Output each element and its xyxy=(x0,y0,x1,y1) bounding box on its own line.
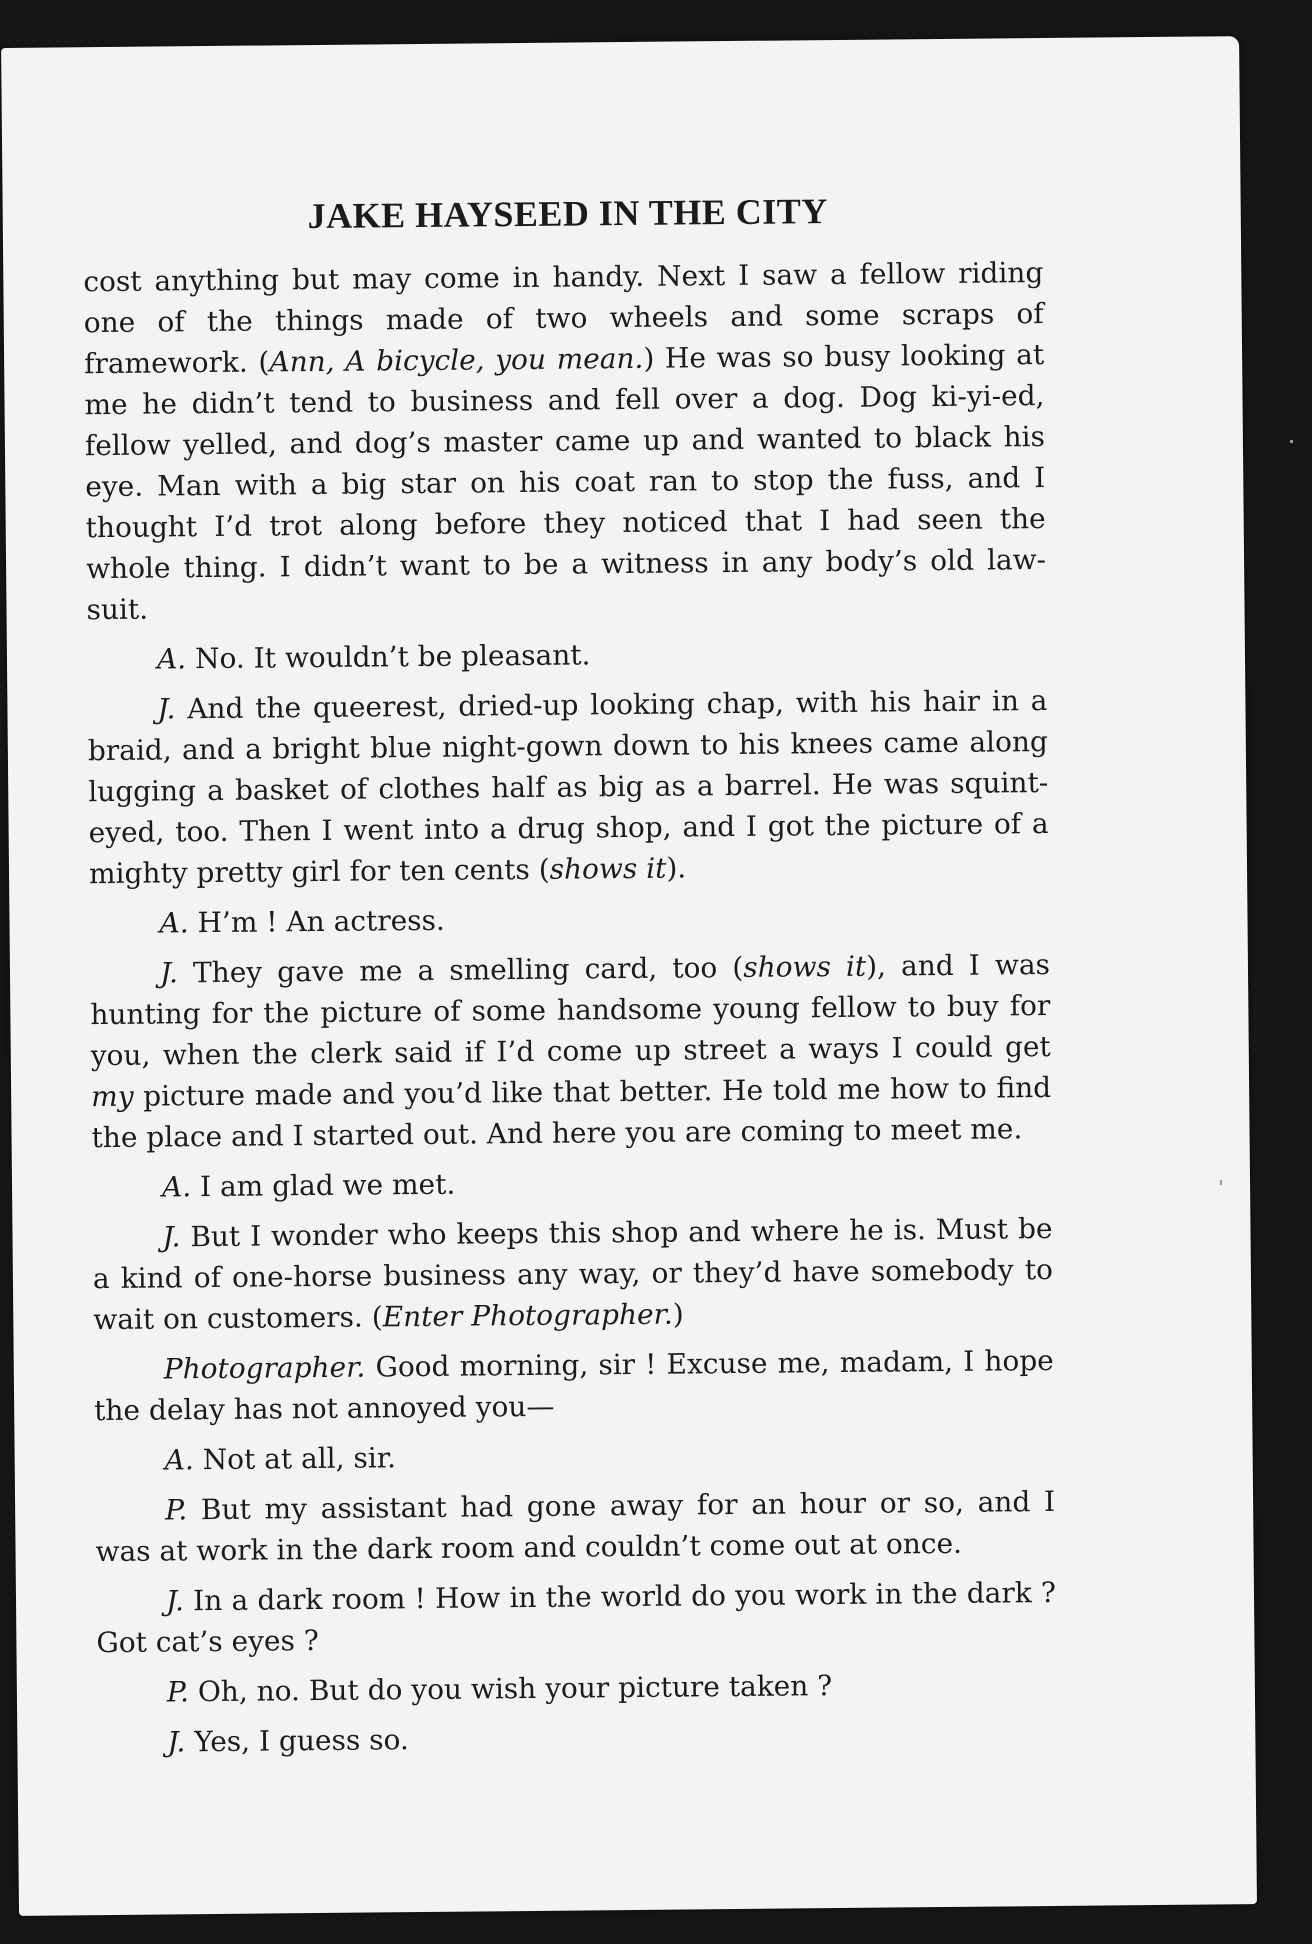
text-run: ). xyxy=(666,851,687,885)
text-run: picture made and you’d like that better. He told me how to find the place and I started out. And here you are coming to meet me. xyxy=(91,1070,1052,1155)
speaker-label: A. xyxy=(164,1443,194,1477)
running-head: JAKE HAYSEED IN THE CITY xyxy=(307,191,828,237)
italic-text: Enter Photographer. xyxy=(382,1297,673,1334)
scan-speck xyxy=(1290,440,1293,443)
speaker-label: A. xyxy=(159,906,189,940)
speaker-label: P. xyxy=(166,1675,190,1709)
italic-text: my xyxy=(91,1079,134,1114)
text-run: H’m ! An actress. xyxy=(188,903,445,940)
body-text xyxy=(83,252,1057,1763)
speaker-label: A. xyxy=(161,1170,192,1204)
speaker-label: A. xyxy=(156,642,187,676)
text-run: I am glad we met. xyxy=(191,1167,456,1204)
text-run: No. It wouldn’t be pleasant. xyxy=(185,638,591,676)
text-run: But my assistant had gone away for an hour or so, and I was at work in the dark room and couldn’t come out at once. xyxy=(95,1484,1056,1569)
text-run: Oh, no. But do you wish your picture taken ? xyxy=(188,1669,833,1709)
text-run: They gave me a smelling card, too ( xyxy=(177,950,744,990)
speaker-label: J. xyxy=(159,956,179,990)
italic-text: shows it xyxy=(743,949,867,984)
dialogue-paragraph xyxy=(92,1158,1052,1208)
scan-speck xyxy=(1220,1180,1222,1185)
speaker-label: J. xyxy=(157,692,176,726)
dialogue-paragraph xyxy=(94,1340,1055,1431)
speaker-label: J. xyxy=(165,1584,185,1618)
text-run: ), and I was hunting for the picture of some handsome young fellow to buy for you, when the clerk said if I’d come up street a ways I could get xyxy=(90,947,1051,1073)
speaker-label: J. xyxy=(167,1725,186,1759)
text-run: ( xyxy=(258,345,270,379)
dialogue-paragraph xyxy=(87,680,1049,894)
dialogue-paragraph xyxy=(89,894,1049,944)
dialogue-paragraph xyxy=(97,1713,1057,1763)
speaker-label: J. xyxy=(162,1220,181,1254)
text-run: Not at all, sir. xyxy=(193,1441,397,1477)
text-run: And the queerest, dried-up looking chap, with his hair in a braid, and a bright blue night-gown down to his knees came along lugging a basket of clothes half as big as a barrel. He was squint-eyed, too. Then I went into a drug shop, and I got the picture of a mighty pretty girl for ten cents ( xyxy=(87,683,1049,891)
page-content xyxy=(83,188,1058,1772)
continued-paragraph xyxy=(83,252,1046,630)
text-run: In a dark room ! How in the world do you work in the dark ? Got cat’s eyes ? xyxy=(96,1575,1057,1660)
dialogue-paragraph xyxy=(97,1663,1057,1713)
speaker-label: P. xyxy=(164,1493,188,1527)
text-run: ) He was so busy looking at me he didn’t tend to business and fell over a dog. Dog ki-yi-ed, fellow yelled, and dog’s master came up and wanted to black his eye. Man with a big star on his coat ran to stop the fuss, and I thought I’d trot along before they noticed that I had seen the whole thing. I didn’t want to be a witness in any body’s old law-suit. xyxy=(84,337,1047,627)
dialogue-paragraph xyxy=(92,1208,1053,1340)
text-run: ) xyxy=(672,1297,684,1331)
text-run: Yes, I guess so. xyxy=(185,1723,409,1759)
dialogue-paragraph xyxy=(96,1572,1057,1663)
text-run: But I wonder who keeps this shop and where he is. Must be a kind of one-horse business any way, or they’d have somebody to wait on customers. ( xyxy=(92,1211,1054,1337)
italic-text: Ann, A bicycle, you mean. xyxy=(269,341,644,379)
italic-text: shows it xyxy=(549,851,667,886)
dialogue-paragraph xyxy=(90,944,1052,1158)
text-run: cost anything but may come in handy. Next I saw a fellow riding one of the things made of two wheels and some scraps of framework. xyxy=(83,256,1044,381)
dialogue-paragraph xyxy=(94,1431,1054,1481)
speaker-label: Photographer. xyxy=(163,1350,366,1386)
text-run: Good morning, sir ! Excuse me, madam, I hope the delay has not annoyed you— xyxy=(94,1343,1054,1428)
dialogue-paragraph xyxy=(95,1481,1056,1572)
book-page xyxy=(1,36,1257,1916)
dialogue-paragraph xyxy=(87,630,1047,680)
